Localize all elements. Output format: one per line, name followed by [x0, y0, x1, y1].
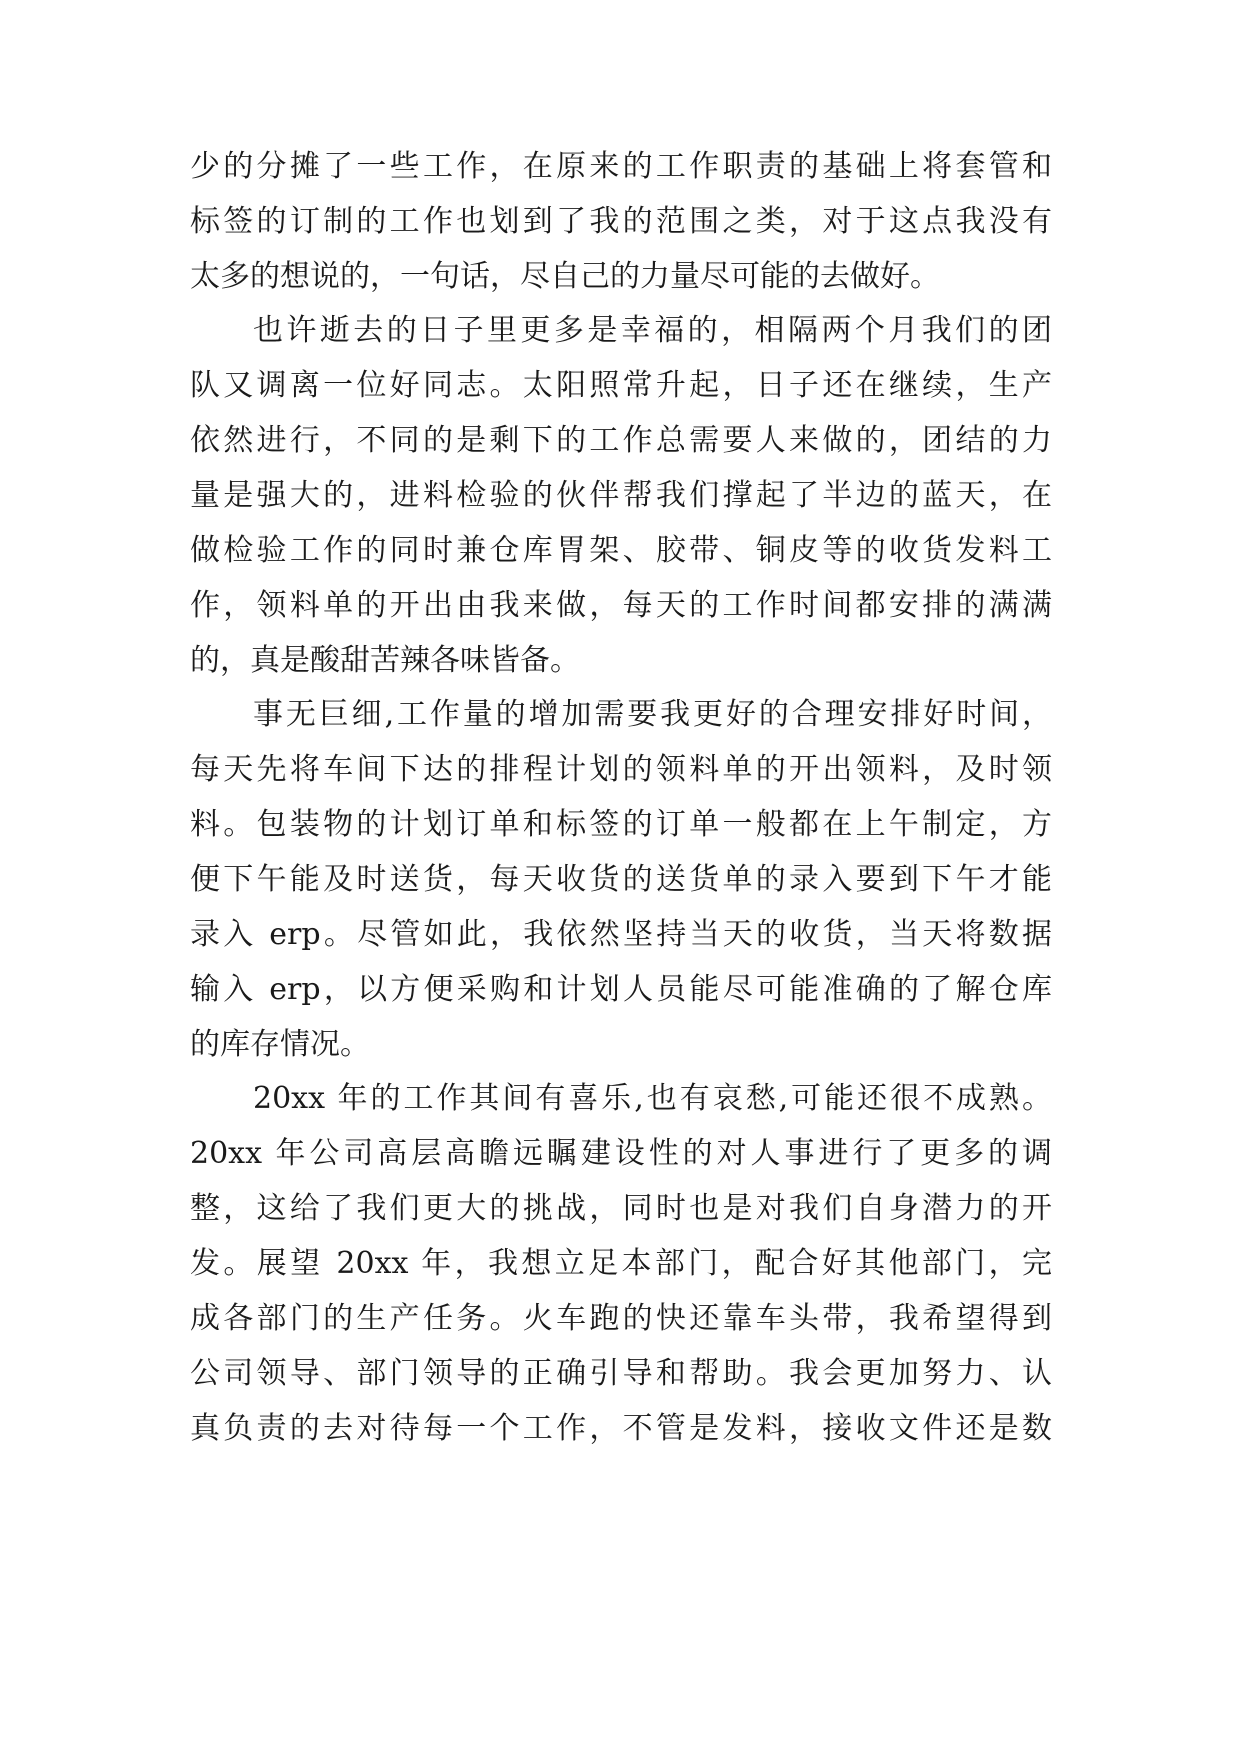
paragraph-start-line: 事无巨细,工作量的增加需要我更好的合理安排好时间， [253, 697, 1052, 732]
text-line: 成各部门的生产任务。火车跑的快还靠车头带，我希望得到 [190, 1301, 1052, 1336]
text-line: 依然进行，不同的是剩下的工作总需要人来做的，团结的力 [190, 423, 1052, 458]
text-line: 队又调离一位好同志。太阳照常升起，日子还在继续，生产 [190, 368, 1052, 403]
text-line: 太多的想说的，一句话，尽自己的力量尽可能的去做好。 [190, 259, 940, 294]
paragraph-start-line: 也许逝去的日子里更多是幸福的，相隔两个月我们的团 [253, 313, 1052, 348]
text-line: 真负责的去对待每一个工作，不管是发料，接收文件还是数 [190, 1411, 1052, 1446]
text-line: 发。展望 20xx 年，我想立足本部门，配合好其他部门，完 [190, 1246, 1052, 1281]
text-line: 便下午能及时送货，每天收货的送货单的录入要到下午才能 [190, 862, 1052, 897]
text-line: 的库存情况。 [190, 1027, 370, 1062]
text-line: 料。包装物的计划订单和标签的订单一般都在上午制定，方 [190, 807, 1052, 842]
text-line: 少的分摊了一些工作，在原来的工作职责的基础上将套管和 [190, 149, 1052, 184]
text-line: 20xx 年公司高层高瞻远瞩建设性的对人事进行了更多的调 [190, 1136, 1052, 1171]
text-line: 量是强大的，进料检验的伙伴帮我们撑起了半边的蓝天，在 [190, 478, 1052, 513]
text-line: 每天先将车间下达的排程计划的领料单的开出领料，及时领 [190, 752, 1052, 787]
paragraph-start-line: 20xx 年的工作其间有喜乐,也有哀愁,可能还很不成熟。 [253, 1081, 1052, 1116]
text-line: 作，领料单的开出由我来做，每天的工作时间都安排的满满 [190, 588, 1052, 623]
text-line: 的，真是酸甜苦辣各味皆备。 [190, 643, 580, 678]
text-line: 输入 erp，以方便采购和计划人员能尽可能准确的了解仓库 [190, 972, 1052, 1007]
text-line: 公司领导、部门领导的正确引导和帮助。我会更加努力、认 [190, 1356, 1052, 1391]
text-line: 标签的订制的工作也划到了我的范围之类，对于这点我没有 [190, 204, 1052, 239]
text-line: 录入 erp。尽管如此，我依然坚持当天的收货，当天将数据 [190, 917, 1052, 952]
text-line: 整，这给了我们更大的挑战，同时也是对我们自身潜力的开 [190, 1191, 1052, 1226]
text-line: 做检验工作的同时兼仓库胃架、胶带、铜皮等的收货发料工 [190, 533, 1052, 568]
